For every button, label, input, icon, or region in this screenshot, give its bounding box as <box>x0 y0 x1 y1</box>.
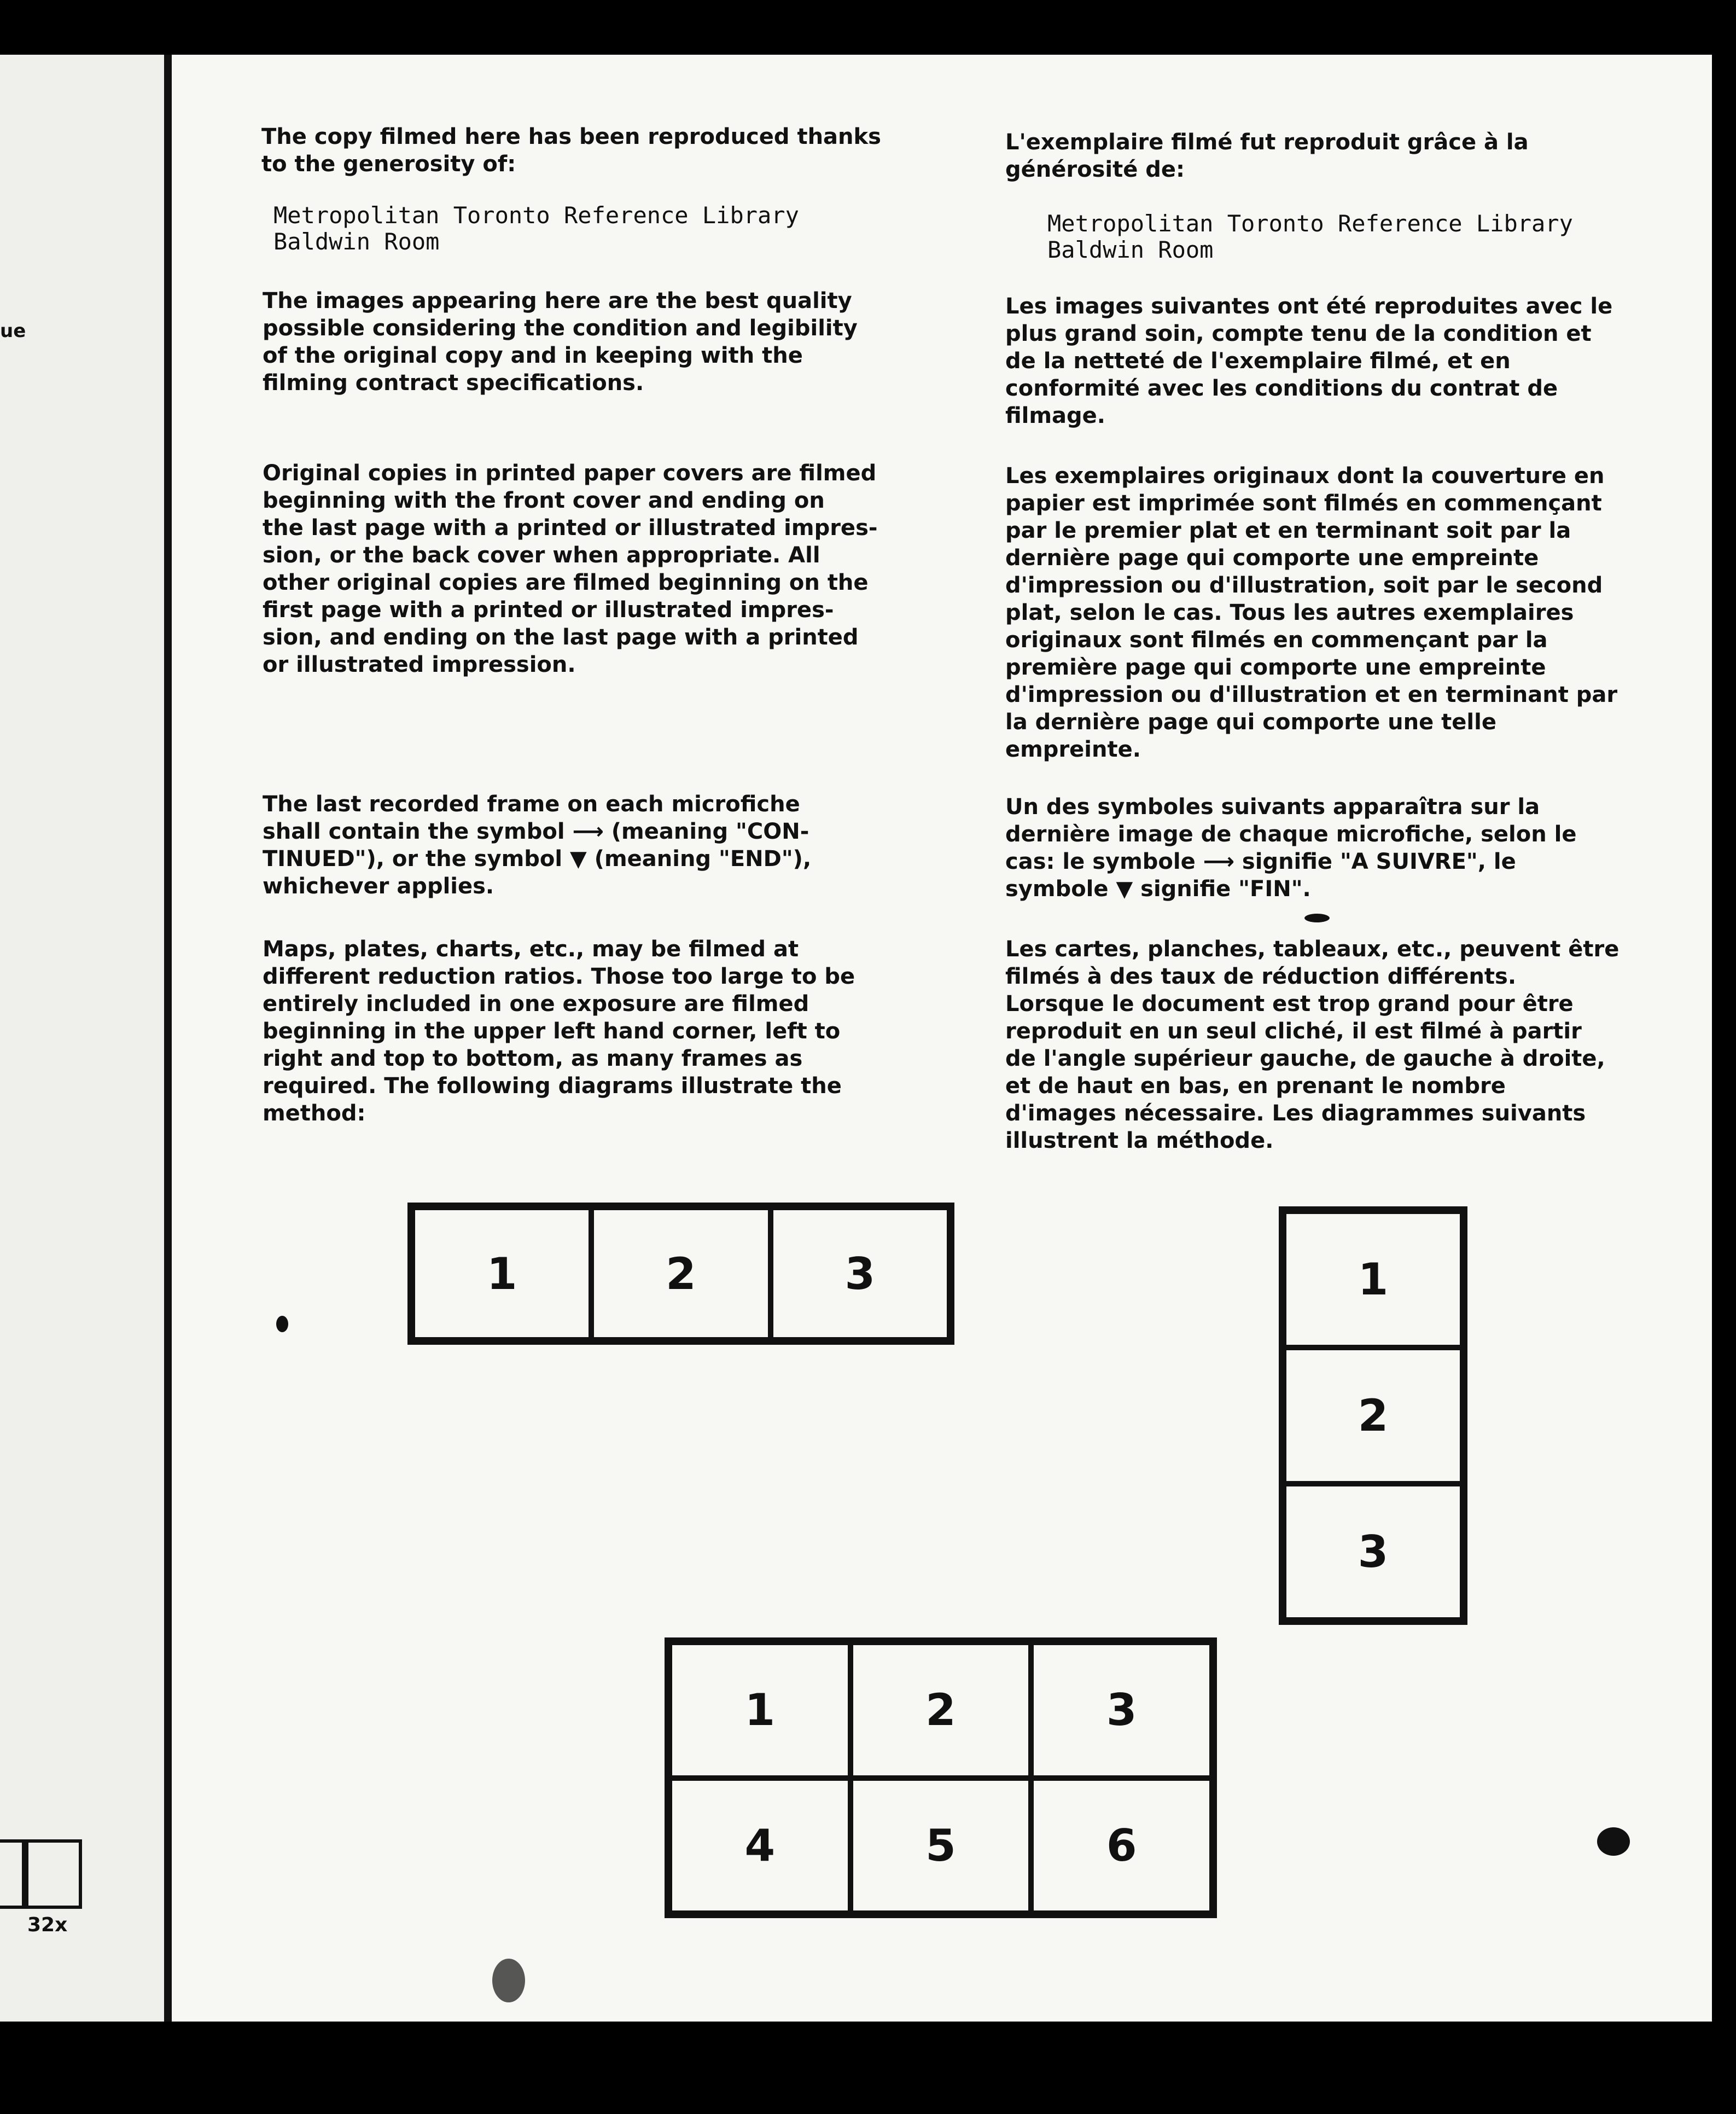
french-quality <box>1005 293 1689 429</box>
diagram-cell: 2 <box>850 1642 1032 1778</box>
grid-frame-diagram <box>665 1637 1217 1918</box>
diagram-cell: 2 <box>1284 1348 1463 1484</box>
english-maps-text: Maps, plates, charts, etc., may be filmed at different reduction ratios. Those too large to be entirely included in one exposure are filmed beginning in the upper left hand corner, left to right and top to bottom, as many frames as required. The following diagrams illustrate the method: <box>263 937 855 1126</box>
english-maps <box>263 936 919 1127</box>
dust-speck <box>1304 914 1330 922</box>
english-library-name: Metropolitan Toronto Reference Library Baldwin Room <box>273 202 799 255</box>
film-border-bottom <box>0 2022 1736 2114</box>
french-column <box>1005 129 1689 183</box>
french-maps <box>1005 936 1689 1154</box>
english-quality-text: The images appearing here are the best quality possible considering the condition and legibility of the original copy and in keeping with the filming contract specifications. <box>263 288 858 396</box>
english-originals-text: Original copies in printed paper covers are filmed beginning with the front cover and ending on the last page with a printed or illustrated impres- sion, or the back cover when appropriate. All other original copies are filmed beginning on the first page with a printed or illustrated impres- sion, and ending on the last page with a printed or illustrated impression. <box>263 461 878 677</box>
dust-speck <box>492 1959 525 2002</box>
english-column <box>261 123 918 178</box>
french-symbols-text: Un des symboles suivants apparaîtra sur la dernière image de chaque microfiche, selon le cas: le symbole ⟶ signifie "A SUIVRE", le symbole ▼ signifie "FIN". <box>1005 794 1577 902</box>
english-originals <box>263 460 919 678</box>
diagram-cell: 1 <box>669 1642 850 1778</box>
english-quality <box>263 287 919 397</box>
magnification-label: 32x <box>27 1914 68 1936</box>
diagram-cell: 3 <box>1031 1642 1212 1778</box>
french-maps-text: Les cartes, planches, tableaux, etc., peuvent être filmés à des taux de réduction différents. Lorsque le document est trop grand pour être reproduit en un seul cliché, il est filmé à partir de l'angle supérieur gauche, de gauche à droite, et de haut en bas, en prenant le nombre d'images nécessaire. Les diagrammes suivants illustrent la méthode. <box>1005 937 1620 1153</box>
french-thanks: L'exemplaire filmé fut reproduit grâce à la générosité de: <box>1005 130 1529 182</box>
diagram-cell: 3 <box>1284 1484 1463 1620</box>
diagram-cell: 6 <box>1031 1778 1212 1914</box>
french-symbols <box>1005 793 1689 903</box>
diagram-cell: 5 <box>850 1778 1032 1914</box>
french-originals <box>1005 462 1689 763</box>
fragment-text: ue <box>0 320 26 342</box>
diagram-cell: 3 <box>771 1207 949 1340</box>
french-library-name: Metropolitan Toronto Reference Library Baldwin Room <box>1047 210 1573 263</box>
diagram-cell: 4 <box>669 1778 850 1914</box>
diagram-cell: 2 <box>591 1207 770 1340</box>
french-originals-text: Les exemplaires originaux dont la couverture en papier est imprimée sont filmés en commençant par le premier plat et en terminant soit par la dernière page qui comporte une empreinte d'impression ou d'illustration, soit par le second plat, selon le cas. Tous les autres exemplaires originaux sont filmés en commençant par la première page qui comporte une empreinte d'impression ou d'illustration et en terminant par la dernière page qui comporte une telle empreinte. <box>1005 463 1618 762</box>
english-thanks: The copy filmed here has been reproduced thanks to the generosity of: <box>261 124 881 177</box>
vertical-frame-diagram <box>1279 1206 1467 1625</box>
diagram-cell: 1 <box>1284 1211 1463 1348</box>
english-symbols-text: The last recorded frame on each microfiche shall contain the symbol ⟶ (meaning "CON- TINUED"), or the symbol ▼ (meaning "END"), whichever applies. <box>263 792 812 899</box>
diagram-cell: 1 <box>412 1207 591 1340</box>
english-symbols <box>263 791 919 900</box>
dust-speck <box>1597 1827 1630 1856</box>
horizontal-frame-diagram <box>407 1203 954 1345</box>
previous-frame-fragment <box>0 55 172 2022</box>
dust-speck <box>276 1316 288 1332</box>
fragment-box-right <box>22 1839 82 1909</box>
microfiche-page <box>0 55 1712 2022</box>
french-quality-text: Les images suivantes ont été reproduites avec le plus grand soin, compte tenu de la condition et de la netteté de l'exemplaire filmé, et en conformité avec les conditions du contrat de filmage. <box>1005 294 1613 428</box>
